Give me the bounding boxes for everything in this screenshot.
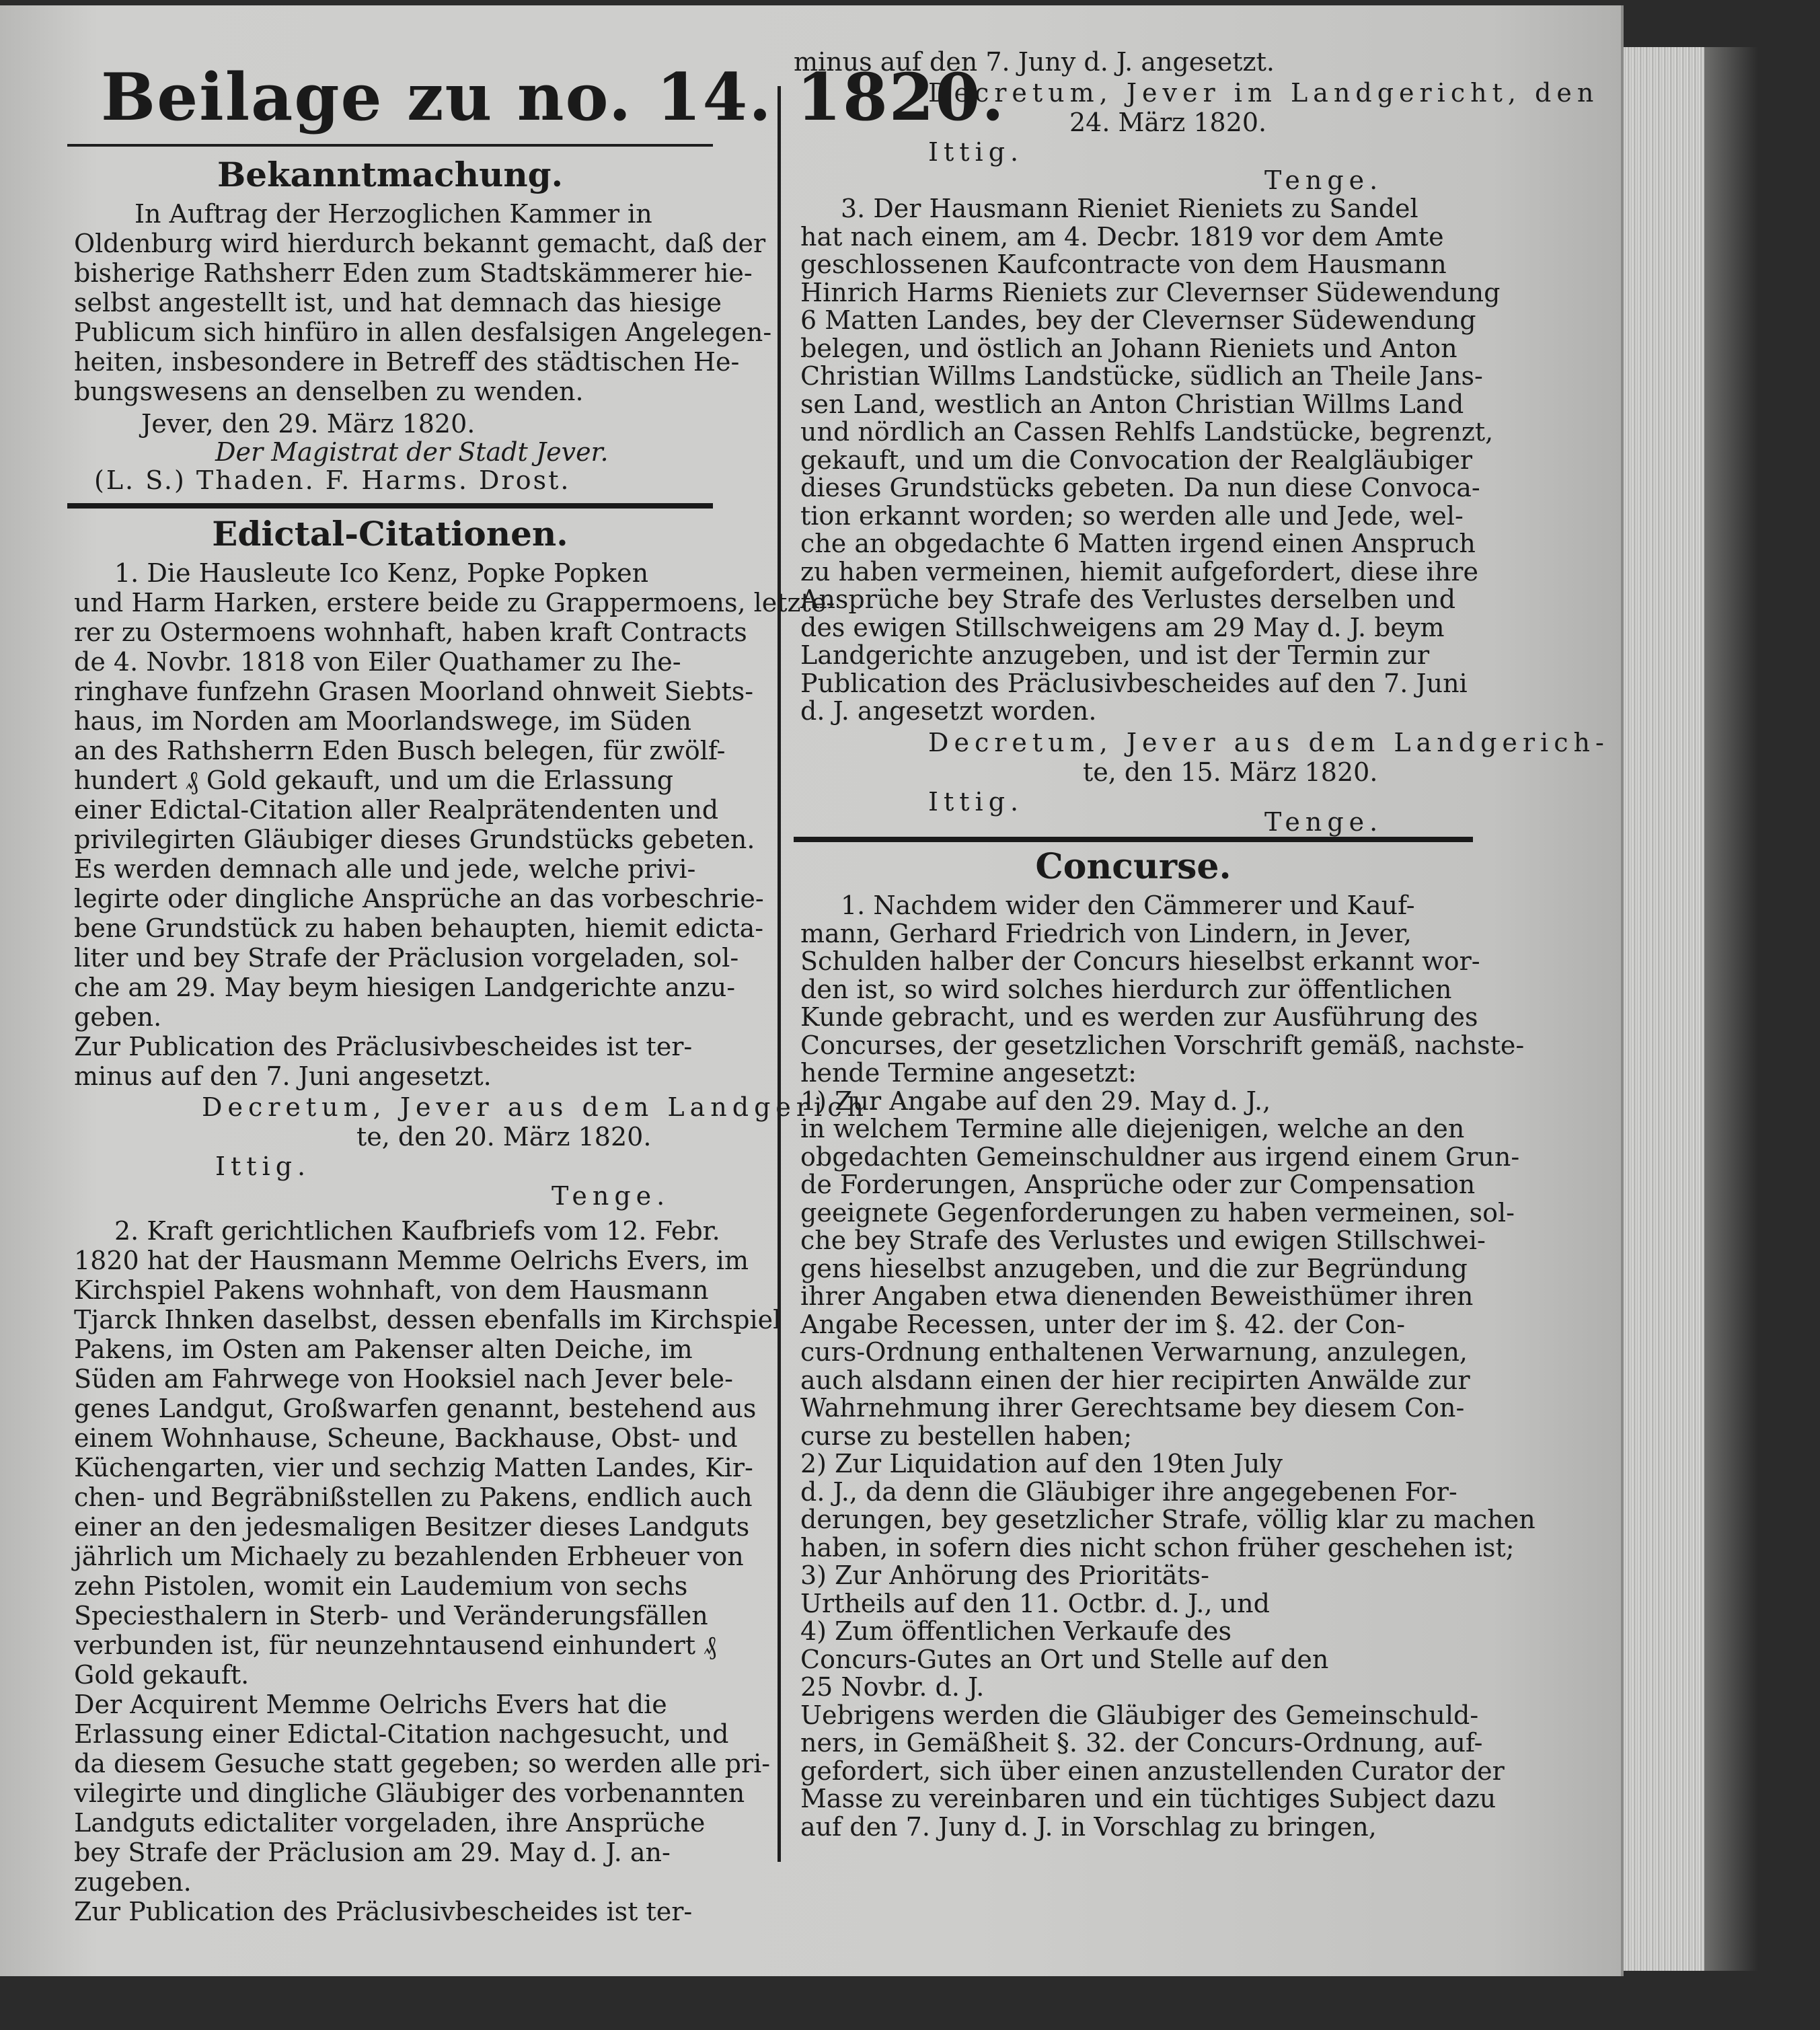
edictal-1-line: che am 29. May beym hiesigen Landgerichte anzu-	[74, 973, 736, 1002]
bekanntmachung-signature: (L. S.) Thaden. F. Harms. Drost.	[94, 465, 571, 495]
concurse-line: 1. Nachdem wider den Cämmerer und Kauf-	[841, 891, 1415, 920]
concurse-line: Urtheils auf den 11. Octbr. d. J., und	[800, 1588, 1270, 1618]
edictal-3-line: gekauft, und um die Convocation der Realgläubiger	[800, 445, 1473, 475]
edictal-1-tenge: Tenge.	[552, 1181, 671, 1211]
edictal-1-line: einer Edictal-Citation aller Realprätendenten und	[74, 795, 719, 825]
edictal-2-line: zugeben.	[74, 1867, 192, 1897]
concurse-line: Schulden halber der Concurs hieselbst erkannt wor-	[800, 946, 1480, 976]
bekanntmachung-heading: Bekanntmachung.	[217, 155, 564, 194]
edictal-2-line: Zur Publication des Präclusivbescheides ist ter-	[74, 1897, 693, 1926]
decretum-b-line2: te, den 15. März 1820.	[1083, 757, 1378, 787]
concurse-line: obgedachten Gemeinschuldner aus irgend einem Grun-	[800, 1141, 1520, 1172]
concurse-line: ihrer Angaben etwa dienenden Beweisthümer ihren	[800, 1281, 1474, 1311]
edictal-2-line: Küchengarten, vier und sechzig Matten Landes, Kir-	[74, 1453, 753, 1482]
edictal-1-line: bene Grundstück zu haben behaupten, hiemit edicta-	[74, 913, 764, 943]
edictal-2-line: Tjarck Ihnken daselbst, dessen ebenfalls im Kirchspiel	[74, 1305, 782, 1334]
concurse-line: 1) Zur Angabe auf den 29. May d. J.,	[800, 1086, 1271, 1116]
edictal-1-line: Es werden demnach alle und jede, welche privi-	[74, 854, 696, 884]
bekanntmachung-issuer: Der Magistrat der Stadt Jever.	[215, 437, 609, 467]
concurse-line: Uebrigens werden die Gläubiger des Gemeinschuld-	[800, 1700, 1479, 1730]
edictal-2-line: Landguts edictaliter vorgeladen, ihre Ansprüche	[74, 1808, 706, 1838]
concurse-line: Concurs-Gutes an Ort und Stelle auf den	[800, 1644, 1329, 1674]
bekanntmachung-line: Publicum sich hinfüro in allen desfalsigen Angelegen-	[74, 317, 772, 347]
edictal-2-line: Kirchspiel Pakens wohnhaft, von dem Hausmann	[74, 1275, 709, 1305]
concurse-line: che bey Strafe des Verlustes und ewigen Stillschwei-	[800, 1226, 1486, 1255]
bekanntmachung-date: Jever, den 29. März 1820.	[141, 409, 476, 439]
edictal-1-line: liter und bey Strafe der Präclusion vorgeladen, sol-	[74, 943, 739, 973]
edictal-2-line: Pakens, im Osten am Pakenser alten Deiche, im	[74, 1334, 693, 1364]
concurse-line: 2) Zur Liquidation auf den 19ten July	[800, 1449, 1283, 1478]
edictal-2-line: genes Landgut, Großwarfen genannt, bestehend aus	[74, 1394, 757, 1423]
edictal-2-line: einem Wohnhause, Scheune, Backhause, Obst- und	[74, 1423, 738, 1453]
concurse-line: Masse zu vereinbaren und ein tüchtiges Subject dazu	[800, 1784, 1496, 1813]
edictal-2-line: vilegirte und dingliche Gläubiger des vorbenannten	[74, 1778, 745, 1808]
edictal-1-line: geben.	[74, 1002, 162, 1032]
concurse-line: curs-Ordnung enthaltenen Verwarnung, anzulegen,	[800, 1337, 1468, 1367]
edictal-2-line: zehn Pistolen, womit ein Laudemium von sechs	[74, 1571, 688, 1601]
book-page-edges	[1624, 47, 1704, 1971]
concurse-line: de Forderungen, Ansprüche oder zur Compensation	[800, 1170, 1476, 1199]
concurse-line: hende Termine angesetzt:	[800, 1058, 1137, 1088]
concurse-line: Angabe Recessen, unter der im §. 42. der Con-	[800, 1309, 1406, 1339]
decretum-a-tenge: Tenge.	[1264, 165, 1383, 195]
bekanntmachung-line: heiten, insbesondere in Betreff des städtischen He-	[74, 347, 740, 377]
concurse-line: in welchem Termine alle diejenigen, welche an den	[800, 1114, 1465, 1143]
edictal-1-line: an des Rathsherrn Eden Busch belegen, für zwölf-	[74, 736, 726, 765]
concurse-line: 3) Zur Anhörung des Prioritäts-	[800, 1561, 1209, 1590]
edictal-2-line: bey Strafe der Präclusion am 29. May d. J. an-	[74, 1838, 671, 1867]
edictal-2-line: da diesem Gesuche statt gegeben; so werden alle pri-	[74, 1749, 771, 1778]
edictal-2-line: einer an den jedesmaligen Besitzer dieses Landguts	[74, 1512, 750, 1542]
concurse-line: ners, in Gemäßheit §. 32. der Concurs-Ordnung, auf-	[800, 1728, 1483, 1758]
concurse-line: mann, Gerhard Friedrich von Lindern, in Jever,	[800, 918, 1412, 948]
concurse-line: d. J., da denn die Gläubiger ihre angegebenen For-	[800, 1476, 1457, 1507]
concurse-line: 25 Novbr. d. J.	[800, 1672, 985, 1702]
edictal-1-line: rer zu Ostermoens wohnhaft, haben kraft Contracts	[74, 617, 747, 647]
concurse-line: derungen, bey gesetzlicher Strafe, völlig klar zu machen	[800, 1505, 1535, 1534]
edictal-1-line: ringhave funfzehn Grasen Moorland ohnweit Siebts-	[74, 677, 754, 706]
bekanntmachung-line: bungswesens an denselben zu wenden.	[74, 377, 584, 406]
edictal-heading: Edictal-Citationen.	[212, 514, 568, 554]
concurse-heading: Concurse.	[1035, 846, 1231, 887]
edictal-2-line: Süden am Fahrwege von Hooksiel nach Jever bele-	[74, 1364, 734, 1394]
edictal-2-line: 1820 hat der Hausmann Memme Oelrichs Evers, im	[74, 1246, 749, 1275]
edictal-3-line: dieses Grundstücks gebeten. Da nun diese Convoca-	[800, 473, 1480, 502]
section-rule-2	[794, 837, 1473, 842]
edictal-2-line: Gold gekauft.	[74, 1660, 250, 1690]
edictal-3-line: 3. Der Hausmann Rieniet Rieniets zu Sandel	[841, 194, 1418, 223]
edictal-1-line: 1. Die Hausleute Ico Kenz, Popke Popken	[114, 558, 649, 588]
edictal-3-line: che an obgedachte 6 Matten irgend einen Anspruch	[800, 529, 1476, 558]
concurse-line: auf den 7. Juny d. J. in Vorschlag zu bringen,	[800, 1811, 1377, 1842]
edictal-1-ittig: Ittig.	[215, 1152, 311, 1181]
edictal-3-line: 6 Matten Landes, bey der Clevernser Südewendung	[800, 305, 1476, 335]
newspaper-page	[0, 5, 1624, 1976]
masthead-title: Beilage zu no. 14. 1820.	[101, 59, 1006, 135]
edictal-2-line: jährlich um Michaely zu bezahlenden Erbheuer von	[74, 1542, 744, 1571]
edictal-2-line: 2. Kraft gerichtlichen Kaufbriefs vom 12. Febr.	[114, 1216, 720, 1246]
edictal-1-line: legirte oder dingliche Ansprüche an das vorbeschrie-	[74, 884, 764, 913]
edictal-3-line: Hinrich Harms Rieniets zur Clevernser Südewendung	[800, 277, 1501, 307]
edictal-3-line: Publication des Präclusivbescheides auf den 7. Juni	[800, 668, 1468, 698]
edictal-3-line: Christian Willms Landstücke, südlich an Theile Jans-	[800, 361, 1483, 391]
bekanntmachung-line: In Auftrag der Herzoglichen Kammer in	[135, 199, 652, 229]
edictal-3-line: geschlossenen Kaufcontracte von dem Hausmann	[800, 250, 1447, 279]
concurse-line: gefordert, sich über einen anzustellenden Curator der	[800, 1756, 1505, 1786]
concurse-line: 4) Zum öffentlichen Verkaufe des	[800, 1616, 1231, 1646]
edictal-1-line: privilegirten Gläubiger dieses Grundstücks gebeten.	[74, 825, 755, 854]
concurse-line: Wahrnehmung ihrer Gerechtsame bey diesem Con-	[800, 1393, 1465, 1423]
edictal-2-line: chen- und Begräbnißstellen zu Pakens, endlich auch	[74, 1482, 753, 1512]
concurse-line: curse zu bestellen haben;	[800, 1421, 1133, 1451]
concurse-line: auch alsdann einen der hier recipirten Anwälde zur	[800, 1365, 1470, 1395]
column-separator	[778, 86, 781, 1862]
edictal-3-line: Landgerichte anzugeben, und ist der Termin zur	[800, 640, 1430, 670]
bekanntmachung-line: selbst angestellt ist, und hat demnach das hiesige	[74, 288, 722, 317]
edictal-1-line: de 4. Novbr. 1818 von Eiler Quathamer zu Ihe-	[74, 647, 681, 677]
edictal-1-decretum-line1: Decretum, Jever aus dem Landgerich-	[202, 1092, 883, 1122]
edictal-1-line: minus auf den 7. Juni angesetzt.	[74, 1061, 492, 1091]
edictal-3-line: d. J. angesetzt worden.	[800, 696, 1097, 726]
edictal-3-line: belegen, und östlich an Johann Rieniets und Anton	[800, 333, 1457, 363]
edictal-3-line: tion erkannt worden; so werden alle und Jede, wel-	[800, 500, 1464, 531]
edictal-3-line: des ewigen Stillschweigens am 29 May d. J. beym	[800, 612, 1445, 642]
edictal-1-line: hundert ₰ Gold gekauft, und um die Erlassung	[74, 765, 674, 795]
decretum-a-line2: 24. März 1820.	[1069, 108, 1267, 137]
edictal-3-line: zu haben vermeinen, hiemit aufgefordert, diese ihre	[800, 556, 1478, 587]
decretum-b-tenge: Tenge.	[1264, 807, 1383, 837]
concurse-line: Concurses, der gesetzlichen Vorschrift gemäß, nachste-	[800, 1030, 1525, 1060]
edictal-1-line: und Harm Harken, erstere beide zu Grappermoens, letzte-	[74, 588, 835, 617]
edictal-1-line: Zur Publication des Präclusivbescheides ist ter-	[74, 1032, 693, 1061]
decretum-b-line1: Decretum, Jever aus dem Landgerich-	[928, 728, 1609, 757]
concurse-line: Kunde gebracht, und es werden zur Ausführung des	[800, 1002, 1478, 1032]
decretum-b-ittig: Ittig.	[928, 787, 1024, 817]
book-edge-shadow	[1704, 47, 1758, 1971]
decretum-a-line1: Decretum, Jever im Landgericht, den	[928, 78, 1599, 108]
section-rule-1	[67, 503, 713, 509]
concurse-line: gens hieselbst anzugeben, und die zur Begründung	[800, 1253, 1468, 1283]
edictal-3-line: hat nach einem, am 4. Decbr. 1819 vor dem Amte	[800, 221, 1444, 252]
concurse-line: den ist, so wird solches hierdurch zur öffentlichen	[800, 974, 1452, 1004]
concurse-line: haben, in sofern dies nicht schon früher geschehen ist;	[800, 1532, 1515, 1563]
decretum-a-ittig: Ittig.	[928, 137, 1024, 167]
masthead-rule	[67, 144, 713, 147]
edictal-1-decretum-line2: te, den 20. März 1820.	[356, 1122, 652, 1152]
bekanntmachung-line: Oldenburg wird hierdurch bekannt gemacht, daß der	[74, 229, 766, 258]
bekanntmachung-line: bisherige Rathsherr Eden zum Stadtskämmerer hie-	[74, 258, 753, 288]
edictal-3-line: sen Land, westlich an Anton Christian Willms Land	[800, 389, 1464, 419]
edictal-1-line: haus, im Norden am Moorlandswege, im Süden	[74, 706, 691, 736]
edictal-2-line: Erlassung einer Edictal-Citation nachgesucht, und	[74, 1719, 729, 1749]
edictal-3-line: und nördlich an Cassen Rehlfs Landstücke, begrenzt,	[800, 417, 1494, 447]
edictal-2-line: Der Acquirent Memme Oelrichs Evers hat die	[74, 1690, 667, 1719]
concurse-line: geeignete Gegenforderungen zu haben vermeinen, sol-	[800, 1197, 1515, 1228]
right-top-line: minus auf den 7. Juny d. J. angesetzt.	[794, 47, 1275, 77]
edictal-2-line: verbunden ist, für neunzehntausend einhundert ₰	[74, 1630, 717, 1660]
edictal-3-line: Ansprüche bey Strafe des Verlustes derselben und	[800, 585, 1456, 614]
edictal-2-line: Speciesthalern in Sterb- und Veränderungsfällen	[74, 1601, 708, 1630]
